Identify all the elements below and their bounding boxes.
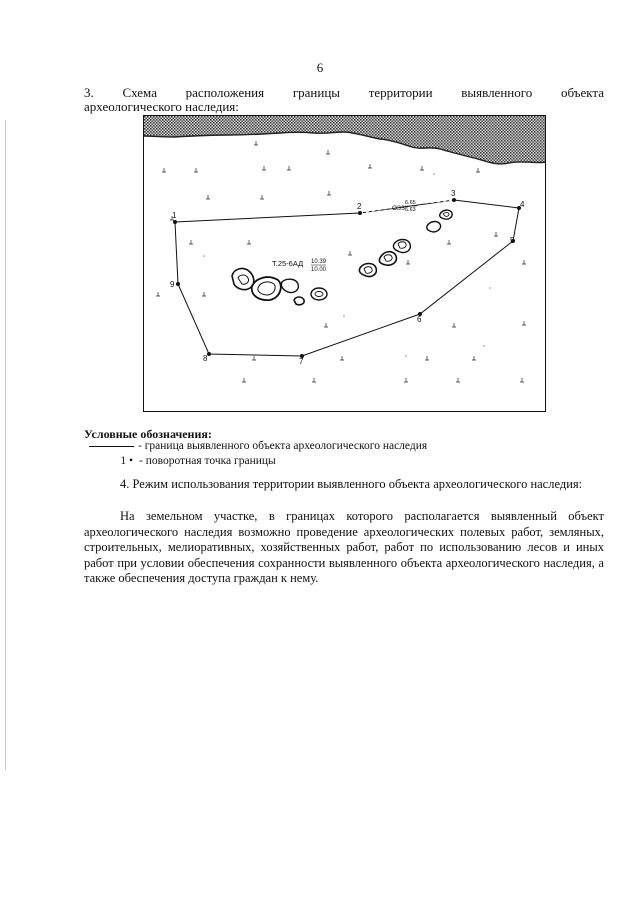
point-label-1: 1: [172, 211, 177, 220]
heading-word: выявленного: [461, 85, 533, 100]
point-label-6: 6: [417, 315, 422, 324]
turning-point-8: [207, 352, 211, 356]
left-margin-line: [5, 120, 6, 770]
point-label-3: 3: [451, 189, 456, 198]
marker-value-bottom: 6.63: [405, 207, 416, 213]
point-label-5: 5: [510, 236, 515, 245]
shaded-area: [144, 116, 546, 164]
heading-word: расположения: [185, 85, 265, 100]
object-label-group: [272, 259, 327, 273]
section-4-text: На земельном участке, в границах которого располагается выявленный объект археологического наследия возможно проведение археологических полевых работ, земляных, строительных, мелиоративных, хозяйственных работ, работ по использованию лесов и иных работ при условии обеспечения сохранности выявленного объекта археологического наследия, а также обеспечения доступа граждан к нему.: [84, 509, 604, 585]
heading-word: объекта: [560, 85, 604, 100]
map-drawing: [144, 116, 546, 412]
marker-label: ОЗЗ: [392, 205, 405, 212]
section-4-title: 4. Режим использования территории выявленного объекта археологического наследия:: [120, 477, 583, 491]
heading-word: территории: [368, 85, 433, 100]
point-label-2: 2: [357, 202, 362, 211]
site-boundary-map: [143, 115, 546, 412]
turning-point-symbol: 1 •: [120, 455, 133, 467]
vegetation-symbols: [156, 141, 526, 382]
turning-points: [173, 198, 521, 358]
turning-point-3: [452, 198, 456, 202]
object-label: Т.25-6АД: [272, 259, 304, 268]
page-number: 6: [316, 60, 324, 75]
legend-title: Условные обозначения:: [84, 427, 212, 441]
turning-point-1: [173, 220, 177, 224]
point-label-9: 9: [170, 280, 175, 289]
mound-contours: [232, 210, 452, 305]
legend-point-row: [84, 455, 276, 467]
heading-word: 3.: [84, 85, 94, 100]
scheme-heading: [84, 86, 604, 114]
scheme-heading-line2: археологического наследия:: [84, 99, 239, 114]
scheme-heading-line1: [84, 86, 604, 100]
object-elevation-top: 10.39: [311, 259, 327, 265]
heading-word: границы: [292, 85, 341, 100]
boundary-polygon: [175, 200, 519, 356]
point-label-7: 7: [299, 357, 304, 366]
legend-boundary-text: - граница выявленного объекта археологического наследия: [138, 440, 428, 452]
turning-point-9: [176, 282, 180, 286]
object-elevation-bottom: 10.00: [311, 267, 327, 273]
point-label-4: 4: [520, 200, 525, 209]
marker-value-top: 6.65: [405, 200, 416, 206]
boundary-line-symbol: [89, 446, 134, 447]
legend-point-text: - поворотная точка границы: [139, 455, 276, 467]
point-label-8: 8: [203, 354, 208, 363]
marker-label-group: [392, 200, 417, 213]
legend-boundary-row: [84, 440, 427, 452]
heading-word: Схема: [122, 85, 157, 100]
turning-point-2: [358, 211, 362, 215]
